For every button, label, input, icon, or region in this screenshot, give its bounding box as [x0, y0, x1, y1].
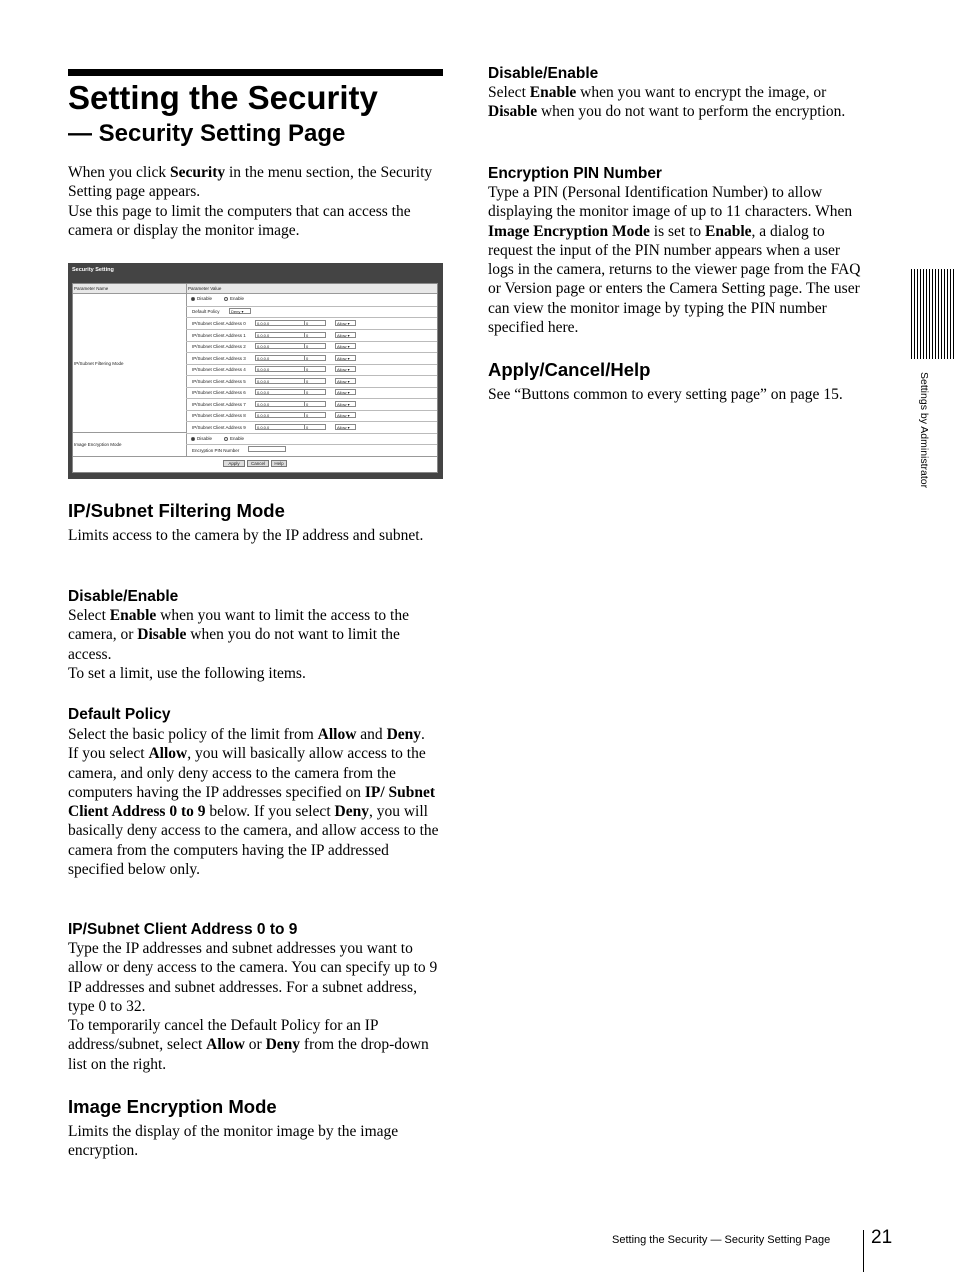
radio-disable-label: Disable	[197, 436, 213, 441]
radio-enable-label: Enable	[230, 296, 245, 301]
filter-mode-label: IP/Subnet Filtering Mode	[74, 361, 124, 366]
row-divider	[186, 375, 437, 376]
row-divider	[186, 433, 437, 434]
subsection-heading: Disable/Enable	[68, 588, 179, 605]
row-divider	[186, 364, 437, 365]
paragraph: Select Enable when you want to limit the access to the camera, or Disable when you do not want to limit the access.	[68, 607, 409, 663]
address-label: IP/Subnet Client Address 5	[192, 378, 246, 384]
side-tab-marker	[911, 269, 954, 359]
screenshot-title: Security Setting	[72, 267, 114, 273]
pin-label: Encryption PIN Number	[192, 448, 240, 453]
row-divider	[186, 421, 437, 422]
policy-select[interactable]: Allow ▾	[335, 320, 356, 326]
col-header-name: Parameter Name	[73, 284, 187, 294]
policy-select[interactable]: Allow ▾	[335, 412, 356, 418]
ip-input[interactable]: 0.0.0.0	[255, 424, 305, 430]
mask-input[interactable]: 0	[304, 320, 326, 326]
paragraph: Type the IP addresses and subnet addresses you want to allow or deny access to the camera. You can specify up to 9 IP addresses and subnet addresses. For a subnet address, type 0 to 32.	[68, 940, 438, 1015]
paragraph: If you select Allow, you will basically allow access to the camera, and only deny access to the camera from the computers having the IP addresses specified on IP/ Subnet Client Address 0 to 9 below. If you select Deny, you will basically deny access to the camera, and allow access to the camera from the computers having the IP addressed specified below only.	[68, 745, 439, 879]
row-divider	[186, 329, 437, 330]
row-divider	[186, 341, 437, 342]
mask-input[interactable]: 0	[304, 424, 326, 430]
page-number: 21	[871, 1227, 893, 1248]
row-divider	[186, 306, 437, 307]
filter-mode-radio-group[interactable]	[191, 296, 244, 301]
ip-input[interactable]: 0.0.0.0	[255, 366, 305, 372]
address-label: IP/Subnet Client Address 1	[192, 332, 246, 338]
security-setting-screenshot	[68, 263, 443, 479]
column-divider	[186, 284, 187, 456]
paragraph: Limits the display of the monitor image by the image encryption.	[68, 1123, 399, 1160]
settings-table	[72, 283, 438, 473]
body-text	[68, 725, 443, 879]
mask-input[interactable]: 0	[304, 366, 326, 372]
body-text	[68, 606, 443, 683]
row-divider	[186, 387, 437, 388]
row-divider	[186, 398, 437, 399]
pin-input[interactable]	[248, 446, 286, 452]
body-text	[68, 526, 443, 545]
body-text	[488, 183, 863, 337]
section-divider	[73, 432, 186, 433]
radio-enable[interactable]	[224, 437, 228, 441]
footer-rule	[863, 1230, 864, 1272]
body-text	[68, 939, 443, 1074]
side-tab-label: Settings by Administrator	[918, 372, 930, 489]
subsection-heading: Disable/Enable	[488, 65, 599, 82]
section-heading: Apply/Cancel/Help	[488, 359, 651, 380]
radio-enable[interactable]	[224, 297, 228, 301]
paragraph: Use this page to limit the computers that can access the camera or display the monitor image.	[68, 202, 411, 239]
ip-input[interactable]: 0.0.0.0	[255, 378, 305, 384]
page-title: Setting the Security	[68, 79, 378, 116]
cancel-button[interactable]: Cancel	[247, 460, 269, 467]
ip-input[interactable]: 0.0.0.0	[255, 355, 305, 361]
title-rule	[68, 69, 443, 76]
mask-input[interactable]: 0	[304, 378, 326, 384]
policy-select[interactable]: Allow ▾	[335, 366, 356, 372]
policy-select[interactable]: Allow ▾	[335, 424, 356, 430]
encryption-mode-label: Image Encryption Mode	[74, 442, 122, 447]
address-label: IP/Subnet Client Address 4	[192, 367, 246, 373]
address-label: IP/Subnet Client Address 2	[192, 344, 246, 350]
row-divider	[186, 410, 437, 411]
paragraph: See “Buttons common to every setting page” on page 15.	[488, 386, 843, 403]
address-label: IP/Subnet Client Address 7	[192, 401, 246, 407]
paragraph: To set a limit, use the following items.	[68, 664, 306, 682]
intro-text	[68, 163, 443, 240]
address-label: IP/Subnet Client Address 6	[192, 390, 246, 396]
policy-select[interactable]: Allow ▾	[335, 389, 356, 395]
row-divider	[186, 317, 437, 318]
address-label: IP/Subnet Client Address 9	[192, 424, 246, 430]
section-heading: IP/Subnet Filtering Mode	[68, 500, 285, 521]
footer-running-title: Setting the Security — Security Setting Page	[612, 1234, 831, 1246]
address-label: IP/Subnet Client Address 0	[192, 321, 246, 326]
subsection-heading: Default Policy	[68, 706, 171, 723]
address-label: IP/Subnet Client Address 3	[192, 355, 246, 361]
subsection-heading: IP/Subnet Client Address 0 to 9	[68, 921, 298, 938]
ip-input[interactable]: 0.0.0.0	[255, 320, 305, 326]
ip-input[interactable]: 0.0.0.0	[255, 343, 305, 349]
ip-input[interactable]: 0.0.0.0	[255, 389, 305, 395]
policy-select[interactable]: Allow ▾	[335, 378, 356, 384]
encryption-mode-radio-group[interactable]	[191, 436, 244, 441]
mask-input[interactable]: 0	[304, 355, 326, 361]
ip-input[interactable]: 0.0.0.0	[255, 401, 305, 407]
paragraph: Select the basic policy of the limit from Allow and Deny.	[68, 726, 425, 743]
table-bottom-rule	[73, 456, 437, 457]
mask-input[interactable]: 0	[304, 412, 326, 418]
help-button[interactable]: Help	[271, 460, 287, 467]
paragraph: To temporarily cancel the Default Policy for an IP address/subnet, select Allow or Deny from the drop-down list on the right.	[68, 1017, 429, 1073]
paragraph: Type a PIN (Personal Identification Number) to allow displaying the monitor image of up to 11 characters. When Image Encryption Mode is set to Enable, a dialog to request the input of the PIN number appears when a user logs in the camera, returns to the viewer page from the FAQ or Version page or enters the Camera Setting page. The user can view the monitor image by typing the PIN number specified here.	[488, 184, 861, 337]
policy-select[interactable]: Allow ▾	[335, 332, 356, 338]
row-divider	[186, 352, 437, 353]
policy-select[interactable]: Allow ▾	[335, 401, 356, 407]
paragraph: Select Enable when you want to encrypt the image, or Disable when you do not want to perform the encryption.	[488, 84, 846, 121]
paragraph: Limits access to the camera by the IP address and subnet.	[68, 527, 424, 544]
radio-disable[interactable]	[191, 437, 195, 441]
subsection-heading: Encryption PIN Number	[488, 165, 662, 182]
ip-input[interactable]: 0.0.0.0	[255, 412, 305, 418]
page-subtitle: — Security Setting Page	[68, 120, 346, 147]
mask-input[interactable]: 0	[304, 389, 326, 395]
apply-button[interactable]: Apply	[223, 460, 245, 467]
address-label: IP/Subnet Client Address 8	[192, 413, 246, 419]
mask-input[interactable]: 0	[304, 343, 326, 349]
default-policy-select[interactable]: Deny ▾	[229, 308, 251, 314]
mask-input[interactable]: 0	[304, 401, 326, 407]
body-text	[488, 83, 863, 122]
row-divider	[186, 444, 437, 445]
col-header-value: Parameter Value	[187, 284, 437, 294]
mask-input[interactable]: 0	[304, 332, 326, 338]
body-text	[68, 1122, 443, 1161]
policy-select[interactable]: Allow ▾	[335, 355, 356, 361]
radio-disable-label: Disable	[197, 296, 213, 301]
section-heading: Image Encryption Mode	[68, 1096, 277, 1117]
policy-select[interactable]: Allow ▾	[335, 343, 356, 349]
default-policy-label: Default Policy	[192, 309, 220, 314]
paragraph: When you click Security in the menu section, the Security Setting page appears.	[68, 164, 433, 201]
radio-enable-label: Enable	[230, 436, 245, 441]
body-text	[488, 385, 863, 404]
radio-disable[interactable]	[191, 297, 195, 301]
ip-input[interactable]: 0.0.0.0	[255, 332, 305, 338]
